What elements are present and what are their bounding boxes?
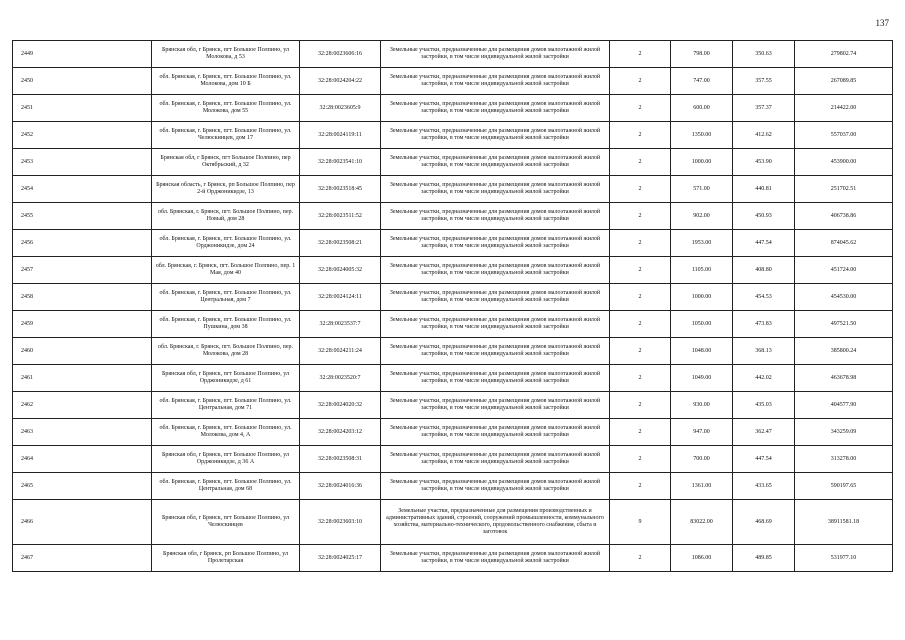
cadastral-value-cell: 279802.74 bbox=[795, 41, 893, 68]
permitted-use-cell: Земельные участки, предназначенные для размещения домов малоэтажной жилой застройки, в том числе индивидуальной жилой застройки bbox=[381, 95, 610, 122]
area-cell: 1350.00 bbox=[671, 122, 733, 149]
address-cell: Брянская обл, г Брянск, рп Большое Полпино, ул Пролетарская bbox=[152, 545, 300, 572]
category-cell: 2 bbox=[610, 473, 671, 500]
cadastral-number-cell: 32:28:0023511:52 bbox=[300, 203, 381, 230]
area-cell: 798.00 bbox=[671, 41, 733, 68]
table-row bbox=[13, 446, 893, 473]
table-row bbox=[13, 203, 893, 230]
cadastral-value-cell: 454530.00 bbox=[795, 284, 893, 311]
row-number-cell: 2459 bbox=[13, 311, 152, 338]
address-cell: Брянская обл, г Брянск, пгт Большое Полпино, ул Орджоникидзе, д 36 А bbox=[152, 446, 300, 473]
table-row bbox=[13, 500, 893, 545]
row-number-cell: 2464 bbox=[13, 446, 152, 473]
permitted-use-cell: Земельные участки, предназначенные для размещения домов малоэтажной жилой застройки, в том числе индивидуальной жилой застройки bbox=[381, 338, 610, 365]
cadastral-number-cell: 32:28:0023603:10 bbox=[300, 500, 381, 545]
cadastral-value-cell: 874045.62 bbox=[795, 230, 893, 257]
page-number: 137 bbox=[875, 18, 889, 28]
address-cell: Брянская обл, г Брянск, пгт Большое Полпино, ул Челюскинцев bbox=[152, 500, 300, 545]
area-cell: 571.00 bbox=[671, 176, 733, 203]
row-number-cell: 2455 bbox=[13, 203, 152, 230]
cadastral-number-cell: 32:28:0024016:36 bbox=[300, 473, 381, 500]
row-number-cell: 2452 bbox=[13, 122, 152, 149]
area-cell: 1050.00 bbox=[671, 311, 733, 338]
permitted-use-cell: Земельные участки, предназначенные для размещения домов малоэтажной жилой застройки, в том числе индивидуальной жилой застройки bbox=[381, 284, 610, 311]
address-cell: обл. Брянская, г. Брянск, пгт. Большое Полпино, ул. Челюскинцев, дом 17 bbox=[152, 122, 300, 149]
table-row bbox=[13, 68, 893, 95]
cadastral-number-cell: 32:28:0023508:31 bbox=[300, 446, 381, 473]
category-cell: 2 bbox=[610, 338, 671, 365]
cadastral-number-cell: 32:28:0024203:12 bbox=[300, 419, 381, 446]
permitted-use-cell: Земельные участки, предназначенные для размещения домов малоэтажной жилой застройки, в том числе индивидуальной жилой застройки bbox=[381, 365, 610, 392]
cadastral-number-cell: 32:28:0023606:16 bbox=[300, 41, 381, 68]
cadastral-number-cell: 32:28:0024119:11 bbox=[300, 122, 381, 149]
area-cell: 700.00 bbox=[671, 446, 733, 473]
area-cell: 947.00 bbox=[671, 419, 733, 446]
cadastral-number-cell: 32:28:0024204:22 bbox=[300, 68, 381, 95]
cadastral-value-cell: 497521.50 bbox=[795, 311, 893, 338]
specific-value-cell: 357.55 bbox=[733, 68, 795, 95]
category-cell: 2 bbox=[610, 284, 671, 311]
specific-value-cell: 468.69 bbox=[733, 500, 795, 545]
row-number-cell: 2460 bbox=[13, 338, 152, 365]
permitted-use-cell: Земельные участки, предназначенные для размещения домов малоэтажной жилой застройки, в том числе индивидуальной жилой застройки bbox=[381, 122, 610, 149]
address-cell: обл. Брянская, г. Брянск, пгт. Большое Полпино, пер. Молокова, дом 28 bbox=[152, 338, 300, 365]
cadastral-value-cell: 590197.65 bbox=[795, 473, 893, 500]
row-number-cell: 2454 bbox=[13, 176, 152, 203]
cadastral-value-cell: 313278.00 bbox=[795, 446, 893, 473]
category-cell: 2 bbox=[610, 203, 671, 230]
specific-value-cell: 408.80 bbox=[733, 257, 795, 284]
permitted-use-cell: Земельные участки, предназначенные для размещения домов малоэтажной жилой застройки, в том числе индивидуальной жилой застройки bbox=[381, 41, 610, 68]
category-cell: 2 bbox=[610, 41, 671, 68]
permitted-use-cell: Земельные участки, предназначенные для размещения домов малоэтажной жилой застройки, в том числе индивидуальной жилой застройки bbox=[381, 419, 610, 446]
land-valuation-table bbox=[12, 40, 893, 572]
cadastral-value-cell: 453900.00 bbox=[795, 149, 893, 176]
specific-value-cell: 453.90 bbox=[733, 149, 795, 176]
permitted-use-cell: Земельные участки, предназначенные для размещения домов малоэтажной жилой застройки, в том числе индивидуальной жилой застройки bbox=[381, 311, 610, 338]
area-cell: 1953.00 bbox=[671, 230, 733, 257]
cadastral-value-cell: 463678.98 bbox=[795, 365, 893, 392]
table-row bbox=[13, 230, 893, 257]
category-cell: 2 bbox=[610, 149, 671, 176]
address-cell: обл. Брянская, г. Брянск, пгт. Большое Полпино, ул. Центральная, дом 71 bbox=[152, 392, 300, 419]
table-row bbox=[13, 338, 893, 365]
row-number-cell: 2453 bbox=[13, 149, 152, 176]
address-cell: Брянская обл, г Брянск, пгт Большое Полпино, ул Орджоникидзе, д 61 bbox=[152, 365, 300, 392]
specific-value-cell: 368.13 bbox=[733, 338, 795, 365]
cadastral-value-cell: 38911581.18 bbox=[795, 500, 893, 545]
permitted-use-cell: Земельные участки, предназначенные для размещения домов малоэтажной жилой застройки, в том числе индивидуальной жилой застройки bbox=[381, 257, 610, 284]
address-cell: обл. Брянская, г. Брянск, пгт. Большое Полпино, ул. Молокова, дом 4, А bbox=[152, 419, 300, 446]
specific-value-cell: 440.81 bbox=[733, 176, 795, 203]
category-cell: 9 bbox=[610, 500, 671, 545]
cadastral-number-cell: 32:28:0023518:45 bbox=[300, 176, 381, 203]
cadastral-number-cell: 32:28:0024211:24 bbox=[300, 338, 381, 365]
address-cell: Брянская область, г Брянск, рп Большое Полпино, пер 2-й Орджоникидзе, 13 bbox=[152, 176, 300, 203]
specific-value-cell: 435.03 bbox=[733, 392, 795, 419]
table-row bbox=[13, 257, 893, 284]
table-row bbox=[13, 419, 893, 446]
cadastral-value-cell: 557037.00 bbox=[795, 122, 893, 149]
table-body bbox=[13, 41, 893, 572]
table-row bbox=[13, 122, 893, 149]
category-cell: 2 bbox=[610, 122, 671, 149]
permitted-use-cell: Земельные участки, предназначенные для размещения домов малоэтажной жилой застройки, в том числе индивидуальной жилой застройки bbox=[381, 203, 610, 230]
address-cell: обл. Брянская, г. Брянск, пгт. Большое Полпино, пер. 1 Мая, дом 40 bbox=[152, 257, 300, 284]
address-cell: обл. Брянская, г. Брянск, пгт. Большое Полпино, ул. Центральная, дом 68 bbox=[152, 473, 300, 500]
table-row bbox=[13, 176, 893, 203]
cadastral-number-cell: 32:28:0024020:32 bbox=[300, 392, 381, 419]
address-cell: обл. Брянская, г. Брянск, пгт. Большое Полпино, ул. Молокова, дом 10 Б bbox=[152, 68, 300, 95]
row-number-cell: 2467 bbox=[13, 545, 152, 572]
address-cell: Брянская обл, г Брянск, пгт Большое Полпино, пер Октябрьский, д 32 bbox=[152, 149, 300, 176]
cadastral-number-cell: 32:28:0023520:7 bbox=[300, 365, 381, 392]
category-cell: 2 bbox=[610, 230, 671, 257]
permitted-use-cell: Земельные участки, предназначенные для размещения домов малоэтажной жилой застройки, в том числе индивидуальной жилой застройки bbox=[381, 68, 610, 95]
address-cell: обл. Брянская, г. Брянск, пгт. Большое Полпино, ул. Молокова, дом 55 bbox=[152, 95, 300, 122]
table-row bbox=[13, 545, 893, 572]
area-cell: 1361.00 bbox=[671, 473, 733, 500]
cadastral-number-cell: 32:28:0024025:17 bbox=[300, 545, 381, 572]
address-cell: обл. Брянская, г. Брянск, пгт. Большое Полпино, пер. Новый, дом 28 bbox=[152, 203, 300, 230]
specific-value-cell: 489.85 bbox=[733, 545, 795, 572]
category-cell: 2 bbox=[610, 392, 671, 419]
area-cell: 1048.00 bbox=[671, 338, 733, 365]
row-number-cell: 2458 bbox=[13, 284, 152, 311]
permitted-use-cell: Земельные участки, предназначенные для размещения домов малоэтажной жилой застройки, в том числе индивидуальной жилой застройки bbox=[381, 392, 610, 419]
cadastral-number-cell: 32:28:0023605:9 bbox=[300, 95, 381, 122]
area-cell: 1086.00 bbox=[671, 545, 733, 572]
cadastral-value-cell: 451724.00 bbox=[795, 257, 893, 284]
table-row bbox=[13, 284, 893, 311]
cadastral-value-cell: 267089.85 bbox=[795, 68, 893, 95]
specific-value-cell: 350.63 bbox=[733, 41, 795, 68]
permitted-use-cell: Земельные участки, предназначенные для размещения домов малоэтажной жилой застройки, в том числе индивидуальной жилой застройки bbox=[381, 545, 610, 572]
specific-value-cell: 447.54 bbox=[733, 230, 795, 257]
permitted-use-cell: Земельные участки, предназначенные для размещения домов малоэтажной жилой застройки, в том числе индивидуальной жилой застройки bbox=[381, 473, 610, 500]
specific-value-cell: 357.37 bbox=[733, 95, 795, 122]
cadastral-value-cell: 404577.90 bbox=[795, 392, 893, 419]
area-cell: 1105.00 bbox=[671, 257, 733, 284]
area-cell: 83022.00 bbox=[671, 500, 733, 545]
row-number-cell: 2465 bbox=[13, 473, 152, 500]
row-number-cell: 2456 bbox=[13, 230, 152, 257]
category-cell: 2 bbox=[610, 446, 671, 473]
area-cell: 600.00 bbox=[671, 95, 733, 122]
table-row bbox=[13, 392, 893, 419]
permitted-use-cell: Земельные участки, предназначенные для размещения домов малоэтажной жилой застройки, в том числе индивидуальной жилой застройки bbox=[381, 230, 610, 257]
cadastral-number-cell: 32:28:0023537:7 bbox=[300, 311, 381, 338]
category-cell: 2 bbox=[610, 68, 671, 95]
specific-value-cell: 412.62 bbox=[733, 122, 795, 149]
row-number-cell: 2451 bbox=[13, 95, 152, 122]
address-cell: обл. Брянская, г. Брянск, пгт. Большое Полпино, ул. Орджоникидзе, дом 24 bbox=[152, 230, 300, 257]
permitted-use-cell: Земельные участки, предназначенные для размещения домов малоэтажной жилой застройки, в том числе индивидуальной жилой застройки bbox=[381, 176, 610, 203]
permitted-use-cell: Земельные участки, предназначенные для размещения домов малоэтажной жилой застройки, в том числе индивидуальной жилой застройки bbox=[381, 149, 610, 176]
cadastral-number-cell: 32:28:0024124:11 bbox=[300, 284, 381, 311]
row-number-cell: 2461 bbox=[13, 365, 152, 392]
table-row bbox=[13, 365, 893, 392]
table-row bbox=[13, 473, 893, 500]
table-row bbox=[13, 95, 893, 122]
address-cell: обл. Брянская, г. Брянск, пгт. Большое Полпино, ул. Центральная, дом 7 bbox=[152, 284, 300, 311]
cadastral-value-cell: 406738.86 bbox=[795, 203, 893, 230]
category-cell: 2 bbox=[610, 311, 671, 338]
cadastral-value-cell: 385800.24 bbox=[795, 338, 893, 365]
specific-value-cell: 433.65 bbox=[733, 473, 795, 500]
row-number-cell: 2466 bbox=[13, 500, 152, 545]
cadastral-number-cell: 32:28:0023541:10 bbox=[300, 149, 381, 176]
row-number-cell: 2457 bbox=[13, 257, 152, 284]
specific-value-cell: 450.93 bbox=[733, 203, 795, 230]
specific-value-cell: 473.83 bbox=[733, 311, 795, 338]
specific-value-cell: 454.53 bbox=[733, 284, 795, 311]
row-number-cell: 2450 bbox=[13, 68, 152, 95]
specific-value-cell: 362.47 bbox=[733, 419, 795, 446]
cadastral-value-cell: 251702.51 bbox=[795, 176, 893, 203]
permitted-use-cell: Земельные участки, предназначенные для размещения домов малоэтажной жилой застройки, в том числе индивидуальной жилой застройки bbox=[381, 446, 610, 473]
category-cell: 2 bbox=[610, 257, 671, 284]
address-cell: обл. Брянская, г. Брянск, пгт. Большое Полпино, ул. Пушкина, дом 38 bbox=[152, 311, 300, 338]
row-number-cell: 2462 bbox=[13, 392, 152, 419]
category-cell: 2 bbox=[610, 95, 671, 122]
category-cell: 2 bbox=[610, 419, 671, 446]
category-cell: 2 bbox=[610, 545, 671, 572]
cadastral-value-cell: 214422.00 bbox=[795, 95, 893, 122]
category-cell: 2 bbox=[610, 176, 671, 203]
permitted-use-cell: Земельные участки, предназначенные для размещения производственных и административных зданий, строений, сооружений промышленности, коммунального хозяйства, материально-технического, продовольственного снабжения, сбыта и заготовок bbox=[381, 500, 610, 545]
cadastral-number-cell: 32:28:0023508:21 bbox=[300, 230, 381, 257]
cadastral-number-cell: 32:28:0024005:32 bbox=[300, 257, 381, 284]
area-cell: 930.00 bbox=[671, 392, 733, 419]
area-cell: 1049.00 bbox=[671, 365, 733, 392]
area-cell: 1000.00 bbox=[671, 284, 733, 311]
category-cell: 2 bbox=[610, 365, 671, 392]
area-cell: 747.00 bbox=[671, 68, 733, 95]
table-row bbox=[13, 311, 893, 338]
specific-value-cell: 442.02 bbox=[733, 365, 795, 392]
row-number-cell: 2463 bbox=[13, 419, 152, 446]
table-row bbox=[13, 149, 893, 176]
area-cell: 902.00 bbox=[671, 203, 733, 230]
cadastral-value-cell: 343259.09 bbox=[795, 419, 893, 446]
specific-value-cell: 447.54 bbox=[733, 446, 795, 473]
cadastral-value-cell: 531977.10 bbox=[795, 545, 893, 572]
row-number-cell: 2449 bbox=[13, 41, 152, 68]
address-cell: Брянская обл, г Брянск, пгт Большое Полпино, ул Молокова, д 53 bbox=[152, 41, 300, 68]
area-cell: 1000.00 bbox=[671, 149, 733, 176]
table-row bbox=[13, 41, 893, 68]
